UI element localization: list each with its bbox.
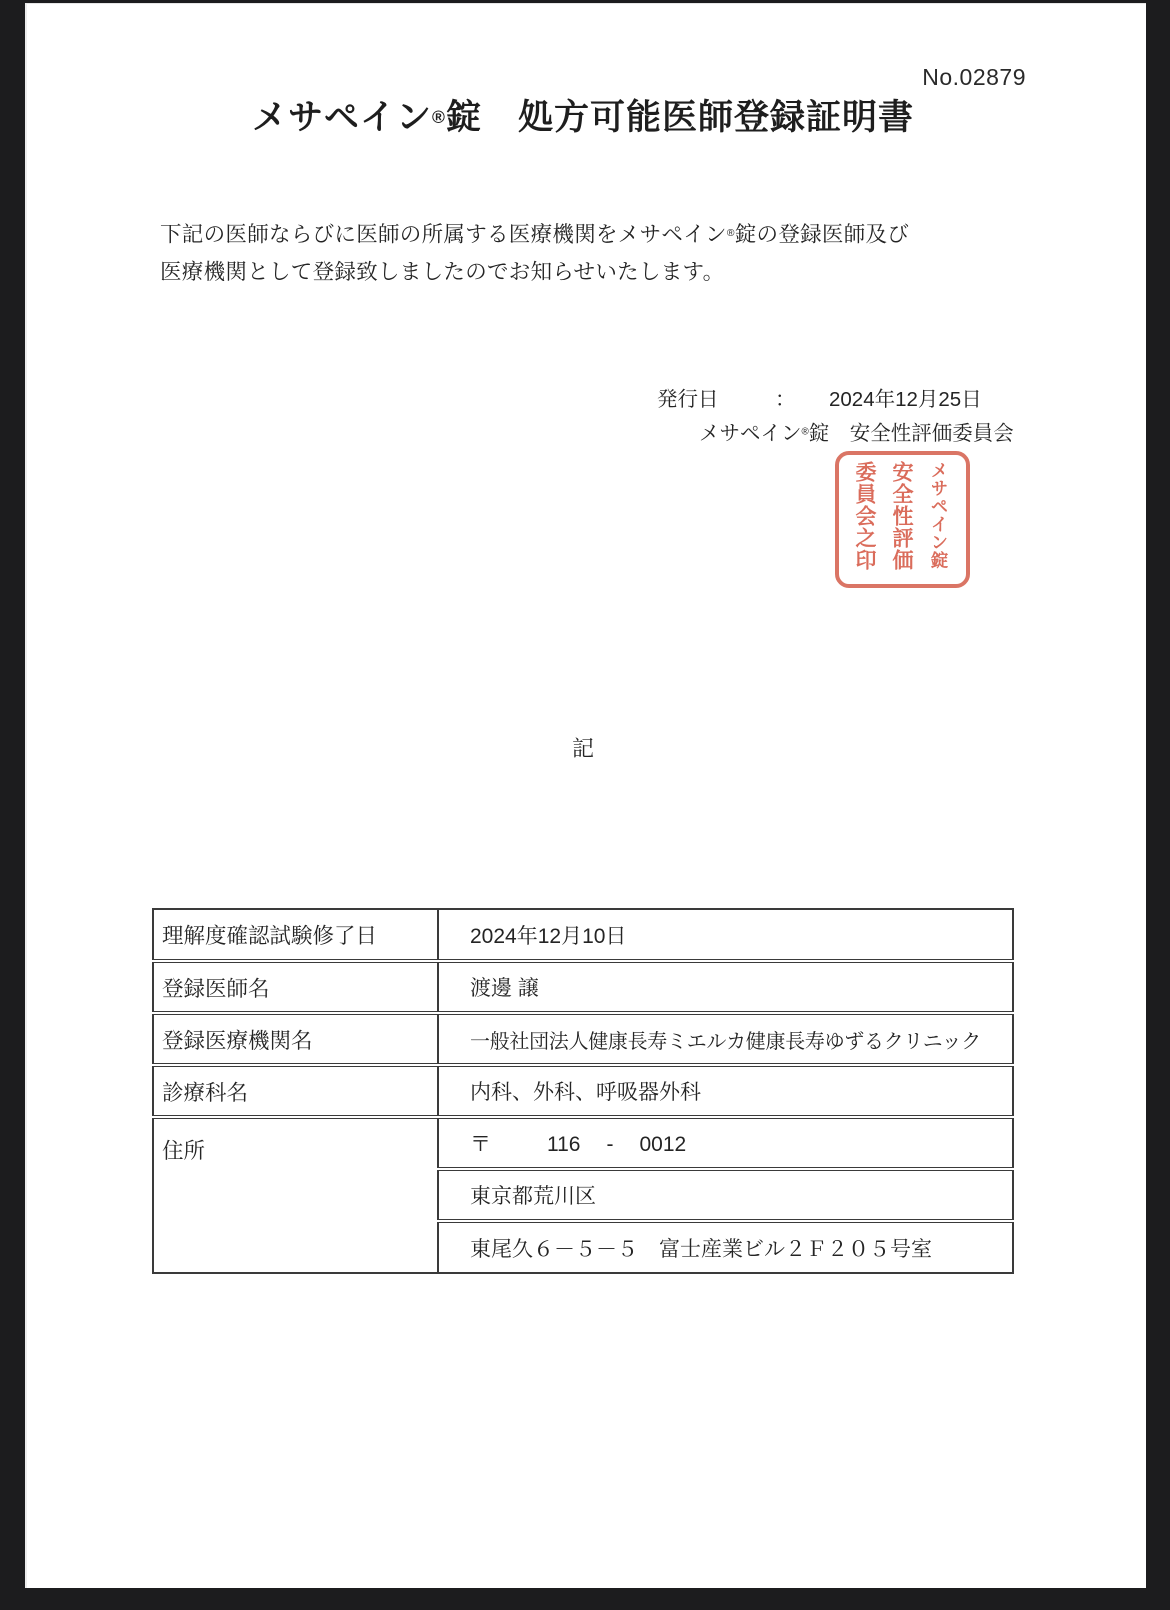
row-value-institution-name: 一般社団法人健康長寿ミエルカ健康長寿ゆずるクリニック	[438, 1013, 1013, 1065]
row-label-address: 住所	[153, 1117, 438, 1273]
row-value-postal-code	[438, 1117, 1013, 1169]
row-value-doctor-name: 渡邊 譲	[438, 961, 1013, 1013]
row-label-exam-date: 理解度確認試験修了日	[153, 909, 438, 961]
document-number: No.02879	[922, 64, 1026, 90]
issue-date-label: 発行日	[657, 388, 719, 411]
registered-trademark-icon: ®	[726, 228, 735, 239]
row-value-city: 東京都荒川区	[438, 1169, 1013, 1221]
title-brand: メサペイン	[252, 98, 433, 137]
document-content	[152, 4, 1026, 1588]
registered-trademark-icon: ®	[801, 426, 809, 438]
row-value-street: 東尾久６－５－５ 富士産業ビル２Ｆ２０５号室	[438, 1221, 1013, 1273]
registered-trademark-icon: ®	[432, 106, 446, 127]
ki-separator-mark: 記	[571, 736, 594, 761]
committee-line: メサペイン®錠 安全性評価委員会	[699, 422, 1014, 445]
seal-column-middle: 安全性評価	[890, 461, 914, 571]
table-row	[153, 1013, 1013, 1065]
table-row	[153, 909, 1013, 961]
row-label-institution-name: 登録医療機関名	[153, 1013, 438, 1065]
committee-seal-stamp	[835, 451, 970, 588]
postal-code-right: 0012	[639, 1133, 687, 1156]
row-label-departments: 診療科名	[153, 1065, 438, 1117]
postal-code-dash: -	[606, 1133, 614, 1156]
seal-text	[848, 461, 957, 579]
issue-date-colon: ：	[775, 388, 796, 411]
issue-date-row	[657, 382, 982, 412]
row-value-exam-date: 2024年12月10日	[438, 909, 1013, 961]
row-label-doctor-name: 登録医師名	[153, 961, 438, 1013]
document-page	[25, 3, 1146, 1588]
intro-line-2: 医療機関として登録致しましたのでお知らせいたします。	[160, 260, 725, 285]
seal-column-right: メサペイン錠	[929, 461, 949, 569]
table-row	[153, 1065, 1013, 1117]
page-title	[152, 90, 1014, 140]
registration-table	[152, 908, 1014, 1274]
row-value-departments: 内科、外科、呼吸器外科	[438, 1065, 1013, 1117]
table-row	[153, 1117, 1013, 1169]
title-rest: 錠 処方可能医師登録証明書	[445, 98, 914, 137]
issue-date-value: 2024年12月25日	[829, 388, 982, 411]
intro-paragraph	[160, 215, 909, 292]
seal-column-left: 委員会之印	[853, 461, 877, 571]
postal-code-left: 116	[547, 1133, 581, 1156]
table-row	[153, 961, 1013, 1013]
postal-mark: 〒	[470, 1133, 491, 1156]
intro-line-1: 下記の医師ならびに医師の所属する医療機関をメサペイン®錠の登録医師及び	[160, 222, 910, 247]
